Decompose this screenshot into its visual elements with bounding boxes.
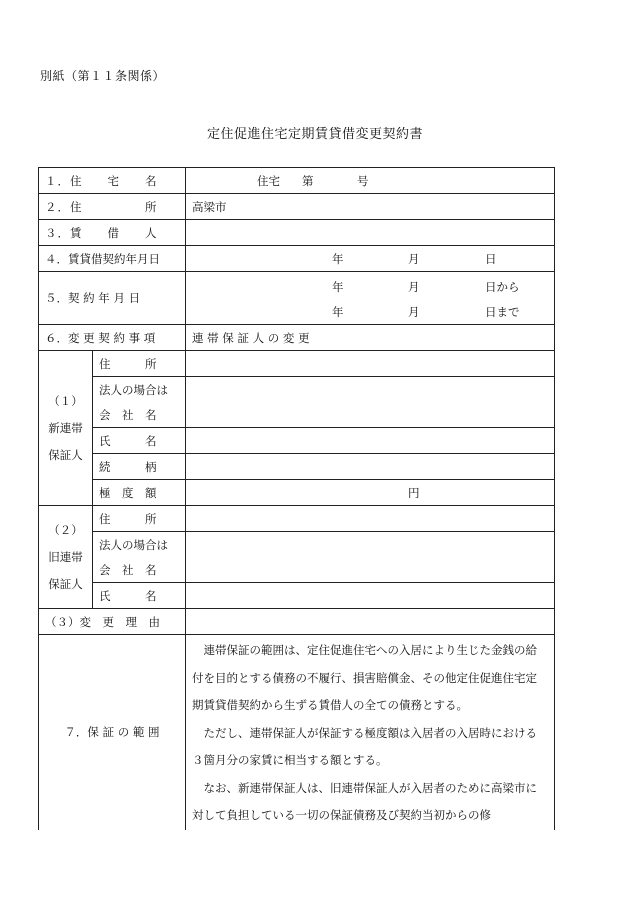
housing-go-text: 号 [357, 174, 369, 188]
period-end-month: 月 [408, 305, 420, 319]
new-guarantor-group [39, 351, 93, 506]
new-limit-label: 極 度 額 [93, 480, 186, 506]
period-start-day: 日から [485, 280, 520, 294]
housing-label-text: 住宅 [257, 174, 280, 188]
housing-name-label: １．住 宅 名 [39, 168, 186, 194]
lease-month-unit: 月 [408, 252, 420, 266]
scope-paragraph-3: なお、新連帯保証人は、旧連帯保証人が入居者のために高梁市に対して負担している一切の保証債務及び契約当初からの修 [192, 780, 537, 822]
guarantee-scope-text [186, 635, 555, 830]
housing-name-field[interactable] [186, 168, 555, 194]
row-lease-date [39, 246, 555, 272]
row-contract-period [39, 272, 555, 325]
yen-unit: 円 [408, 486, 420, 500]
lease-date-label: ４．賃貸借契約年月日 [39, 246, 186, 272]
lease-year-unit: 年 [332, 252, 344, 266]
contract-period-field[interactable] [186, 272, 555, 325]
new-corp-field[interactable] [186, 377, 555, 428]
tenant-field[interactable] [186, 220, 555, 246]
old-guarantor-corp-row1 [39, 532, 555, 558]
change-reason-field[interactable] [186, 609, 555, 635]
period-start-month: 月 [408, 280, 420, 294]
contract-form-table [38, 167, 555, 830]
new-guarantor-limit-row [39, 480, 555, 506]
new-name-field[interactable] [186, 428, 555, 454]
change-item-label: ６．変 更 契 約 事 項 [39, 325, 186, 351]
old-address-field[interactable] [186, 506, 555, 532]
row-guarantee-scope [39, 635, 555, 830]
old-guarantor-group [39, 506, 93, 609]
old-corp-label-2: 会 社 名 [93, 557, 186, 583]
new-guarantor-address-row [39, 351, 555, 377]
scope-paragraph-1: 連帯保証の範囲は、定住促進住宅への入居により生じた金銭の給付を目的とする債務の不履行、損害賠償金、その他定住促進住宅定期賃貸借契約から生ずる賃借人の全ての債務とする。 [192, 643, 537, 712]
old-guarantor-line1: 旧連帯 [48, 549, 83, 564]
new-guarantor-corp-row1 [39, 377, 555, 403]
new-relation-field[interactable] [186, 454, 555, 480]
document-title: 定住促進住宅定期賃貸借変更契約書 [206, 127, 423, 142]
change-reason-label: （３）変 更 理 由 [39, 609, 186, 635]
address-value: 高梁市 [192, 199, 227, 214]
lease-date-field[interactable] [186, 246, 555, 272]
row-change-reason [39, 609, 555, 635]
old-guarantor-address-row [39, 506, 555, 532]
new-guarantor-relation-row [39, 454, 555, 480]
period-start-year: 年 [332, 280, 344, 294]
housing-dai-text: 第 [302, 174, 314, 188]
new-corp-label-2: 会 社 名 [93, 402, 186, 428]
row-tenant [39, 220, 555, 246]
old-name-field[interactable] [186, 583, 555, 609]
address-label: ２．住 所 [39, 194, 186, 220]
row-change-item [39, 325, 555, 351]
old-guarantor-name-row [39, 583, 555, 609]
period-end-year: 年 [332, 305, 344, 319]
tenant-label: ３．賃 借 人 [39, 220, 186, 246]
change-item-field [186, 325, 555, 351]
new-guarantor-name-row [39, 428, 555, 454]
new-address-label: 住 所 [93, 351, 186, 377]
old-address-label: 住 所 [93, 506, 186, 532]
old-name-label: 氏 名 [93, 583, 186, 609]
new-relation-label: 続 柄 [93, 454, 186, 480]
lease-day-unit: 日 [485, 252, 497, 266]
guarantee-scope-label: ７．保 証 の 範 囲 [39, 635, 186, 830]
new-name-label: 氏 名 [93, 428, 186, 454]
old-corp-field[interactable] [186, 532, 555, 583]
period-end-day: 日まで [485, 305, 520, 319]
annex-label: 別紙（第１１条関係） [40, 69, 166, 83]
old-guarantor-line2: 保証人 [48, 576, 83, 591]
row-housing-name [39, 168, 555, 194]
new-guarantor-line1: 新連帯 [48, 420, 83, 435]
contract-period-label: ５．契 約 年 月 日 [39, 272, 186, 325]
new-corp-label-1: 法人の場合は [93, 377, 186, 403]
new-guarantor-line2: 保証人 [48, 447, 83, 462]
address-field[interactable] [186, 194, 555, 220]
old-guarantor-num: （２） [48, 522, 83, 537]
new-address-field[interactable] [186, 351, 555, 377]
old-corp-label-1: 法人の場合は [93, 532, 186, 558]
scope-paragraph-2: ただし、連帯保証人が保証する極度額は入居者の入居時における３箇月分の家賃に相当する額とする。 [192, 725, 537, 767]
new-guarantor-num: （１） [48, 393, 83, 408]
row-address [39, 194, 555, 220]
new-limit-field[interactable] [186, 480, 555, 506]
change-item-value: 連 帯 保 証 人 の 変 更 [192, 330, 310, 345]
